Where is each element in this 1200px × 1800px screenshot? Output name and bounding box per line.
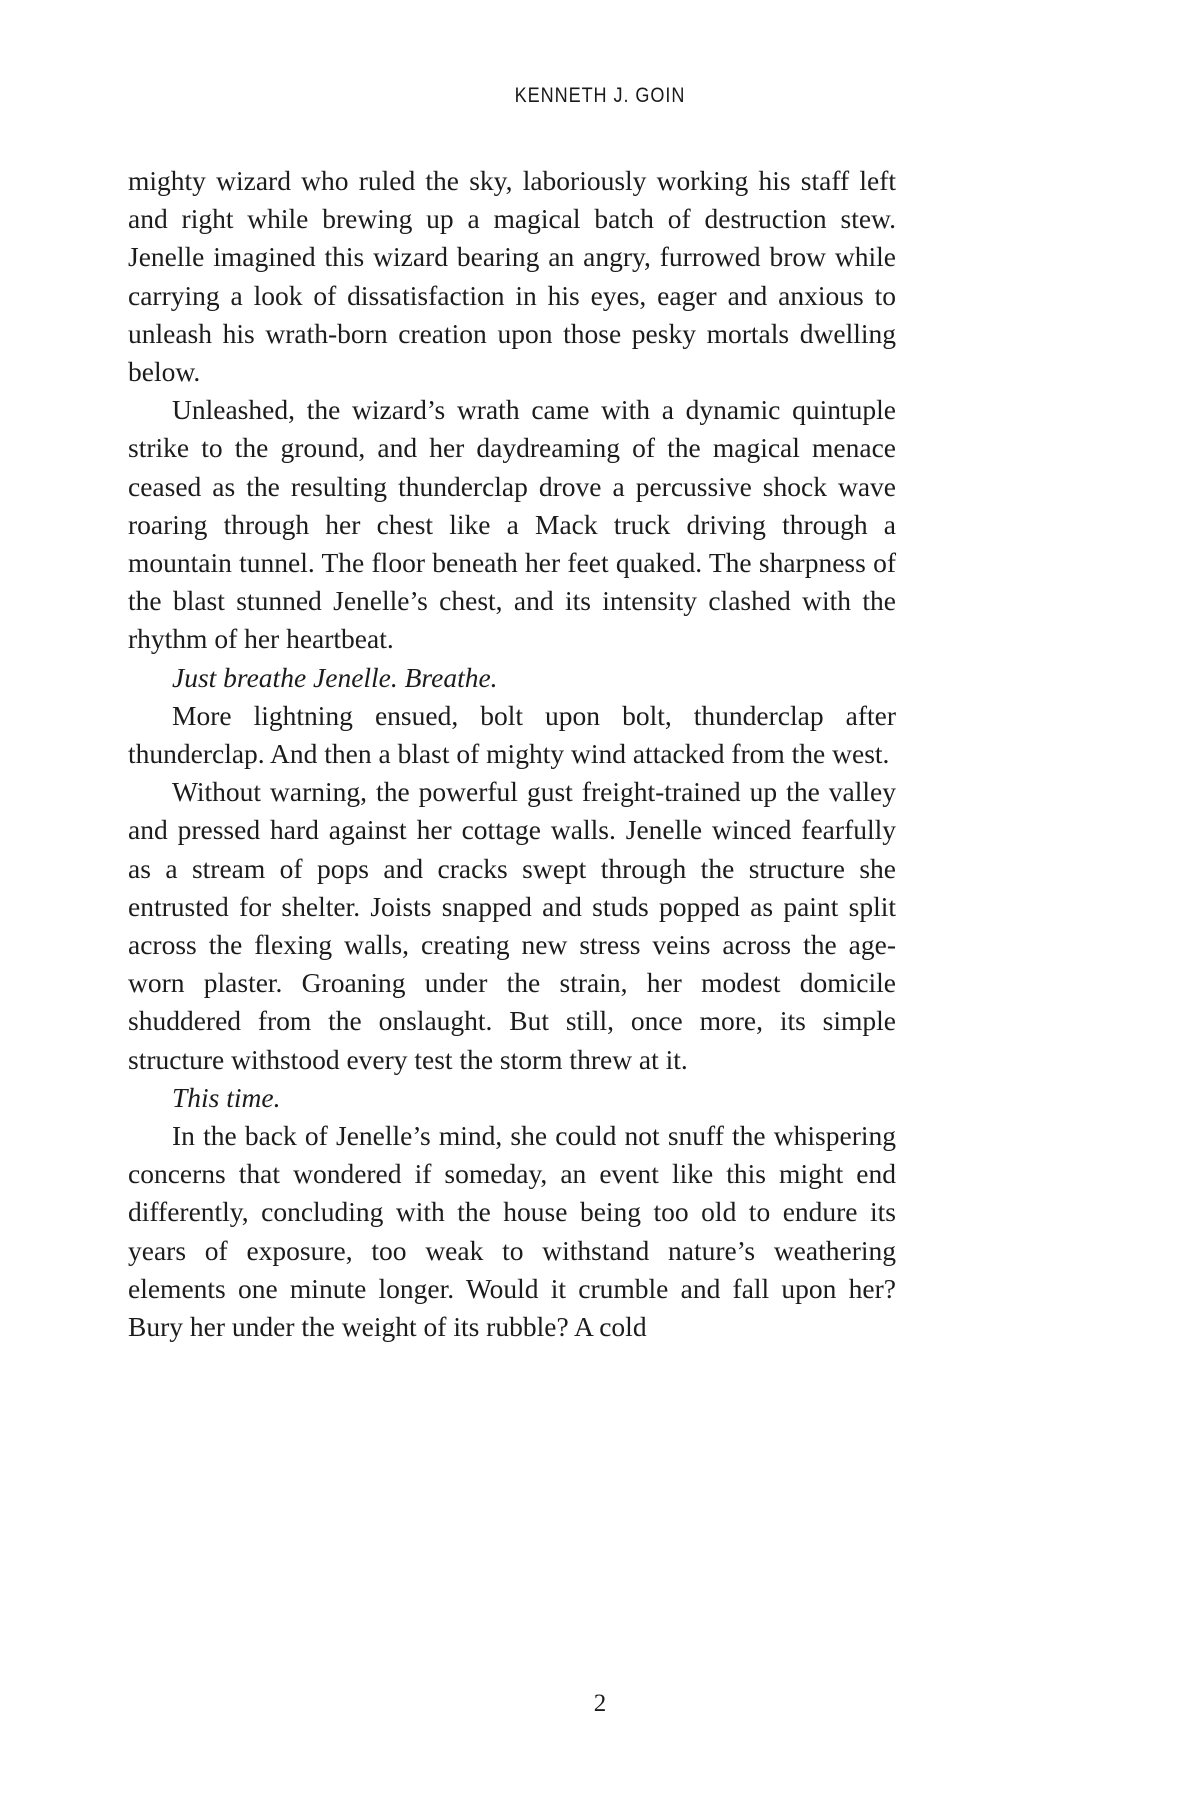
italic-emphasis-line: This time. (172, 1081, 281, 1113)
page-number: 2 (593, 1690, 607, 1717)
paragraph: More lightning ensued, bolt upon bolt, thunderclap after thunderclap. And then a blast of mighty wind attacked from the west. (128, 699, 896, 770)
paragraph: In the back of Jenelle’s mind, she could not snuff the whispering concerns that wondered if someday, an event like this might end differently, concluding with the house being too old to endure its years of exposure, too weak to withstand nature’s weathering elements one minute longer. Would it crumble and fall upon her? Bury her under the weight of its rubble? A cold (128, 1120, 896, 1343)
body-text-column (128, 162, 896, 1346)
paragraph-continued: mighty wizard who ruled the sky, laboriously working his staff left and right while brewing up a magical batch of destruction stew. Jenelle imagined this wizard bearing an angry, furrowed brow while carrying a look of dissatisfaction in his eyes, eager and anxious to unleash his wrath-born creation upon those pesky mortals dwelling below. (128, 165, 896, 388)
running-head: KENNETH J. GOIN (514, 84, 686, 107)
paragraph: Unleashed, the wizard’s wrath came with a dynamic quintuple strike to the ground, and her daydreaming of the magical menace ceased as the resulting thunderclap drove a percussive shock wave roaring through her chest like a Mack truck driving through a mountain tunnel. The floor beneath her feet quaked. The sharpness of the blast stunned Jenelle’s chest, and its intensity clashed with the rhythm of her heartbeat. (128, 394, 896, 655)
paragraph: Without warning, the powerful gust freight-trained up the valley and pressed hard against her cottage walls. Jenelle winced fearfully as a stream of pops and cracks swept through the structure she entrusted for shelter. Joists snapped and studs popped as paint split across the flexing walls, creating new stress veins across the age-worn plaster. Groaning under the strain, her modest domicile shuddered from the onslaught. But still, once more, its simple structure withstood every test the storm threw at it. (128, 776, 896, 1075)
italic-emphasis-line: Just breathe Jenelle. Breathe. (172, 661, 498, 693)
